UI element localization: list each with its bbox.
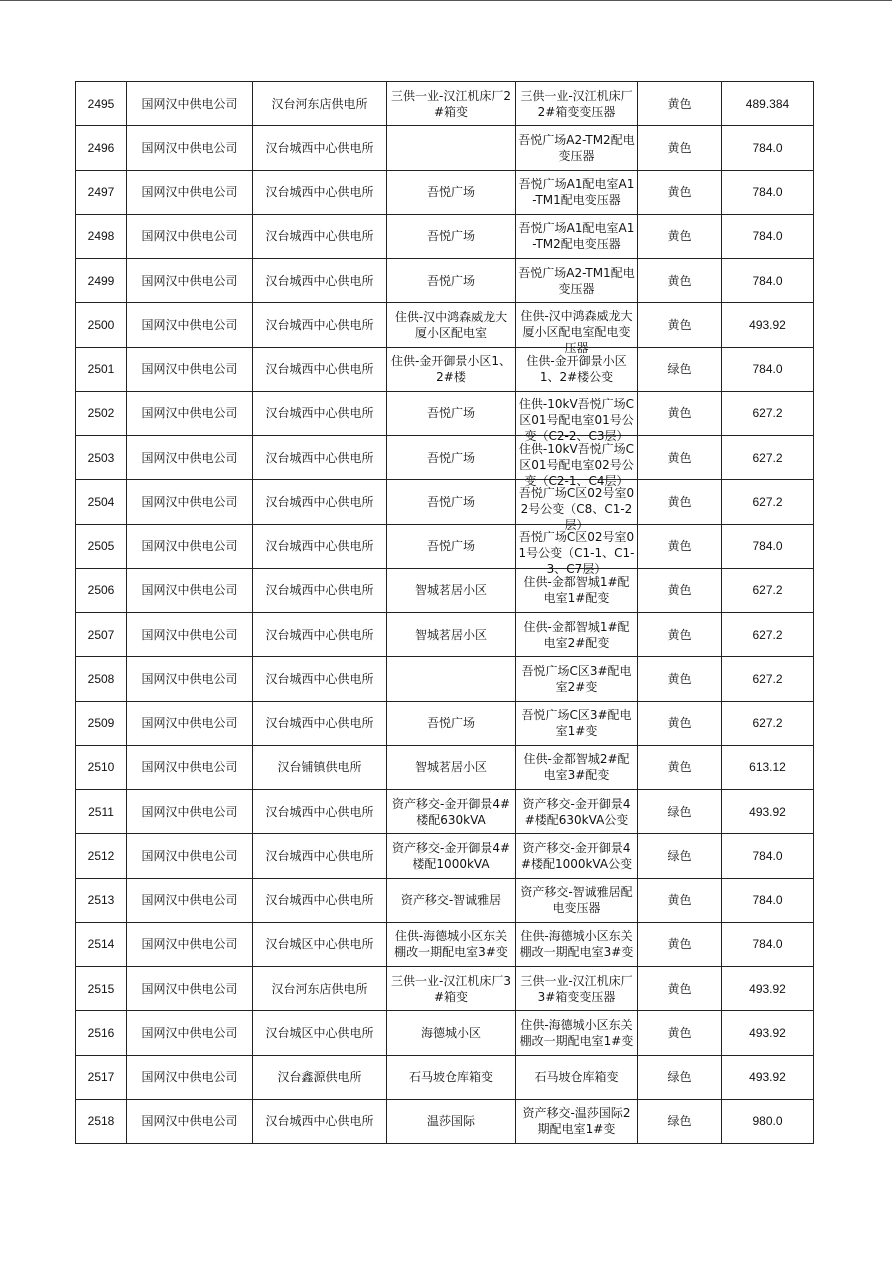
status-color-cell: 黄色 <box>638 1011 722 1055</box>
station-cell: 汉台城西中心供电所 <box>253 657 387 701</box>
transformer-cell-text: 住供-10kV吾悦广场C区01号配电室01号公变（C2-2、C3层） <box>518 397 635 444</box>
transformer-cell-text: 资产移交-金开御景4#楼配1000kVA公变 <box>520 840 633 871</box>
station-cell: 汉台城西中心供电所 <box>253 878 387 922</box>
location-cell-text: 智城茗居小区 <box>414 760 487 775</box>
station-cell: 汉台铺镇供电所 <box>253 745 387 789</box>
transformer-cell <box>516 657 638 701</box>
status-color-cell: 黄色 <box>638 126 722 170</box>
status-color-cell: 黄色 <box>638 391 722 435</box>
location-cell-text: 资产移交-金开御景4#楼配630kVA <box>391 796 511 827</box>
location-cell-text: 吾悦广场 <box>426 494 475 509</box>
value-cell: 493.92 <box>722 790 814 834</box>
row-number-cell: 2503 <box>76 436 127 480</box>
transformer-cell <box>516 391 638 444</box>
station-cell: 汉台河东店供电所 <box>253 967 387 1011</box>
table-row <box>76 170 814 214</box>
page-top-rule <box>0 0 892 1</box>
value-cell: 627.2 <box>722 613 814 657</box>
transformer-cell-text: 吾悦广场C区02号室02号公变（C8、C1-2层） <box>518 485 635 532</box>
location-cell-text: 智城茗居小区 <box>414 583 487 598</box>
row-number-cell: 2500 <box>76 303 127 347</box>
company-cell: 国网汉中供电公司 <box>127 391 253 435</box>
status-color-cell: 黄色 <box>638 701 722 745</box>
value-cell: 784.0 <box>722 170 814 214</box>
transformer-cell-text: 资产移交-智诚雅居配电变压器 <box>520 885 633 916</box>
row-number-cell: 2513 <box>76 878 127 922</box>
location-cell-text: 吾悦广场 <box>426 539 475 554</box>
status-color-cell: 绿色 <box>638 1099 722 1143</box>
company-cell: 国网汉中供电公司 <box>127 967 253 1011</box>
value-cell: 627.2 <box>722 480 814 524</box>
table-row <box>76 613 814 657</box>
value-cell: 784.0 <box>722 259 814 303</box>
value-cell: 489.384 <box>722 82 814 126</box>
transformer-cell <box>516 480 638 532</box>
row-number-cell: 2504 <box>76 480 127 524</box>
location-cell-text: 温莎国际 <box>426 1114 475 1129</box>
status-color-cell: 黄色 <box>638 170 722 214</box>
status-color-cell: 黄色 <box>638 259 722 303</box>
location-cell <box>387 1055 516 1099</box>
table-row <box>76 347 814 391</box>
transformer-cell <box>516 834 638 878</box>
transformer-cell <box>516 568 638 612</box>
value-cell: 784.0 <box>722 834 814 878</box>
company-cell: 国网汉中供电公司 <box>127 347 253 391</box>
location-cell <box>387 790 516 834</box>
status-color-cell: 黄色 <box>638 214 722 258</box>
row-number-cell: 2518 <box>76 1099 127 1143</box>
table-row <box>76 878 814 922</box>
transformer-cell-text: 三供一业-汉江机床厂3#箱变变压器 <box>520 973 633 1004</box>
transformer-cell-text: 住供-10kV吾悦广场C区01号配电室02号公变（C2-1、C4层） <box>518 441 635 488</box>
table-row <box>76 834 814 878</box>
value-cell: 493.92 <box>722 303 814 347</box>
status-color-cell: 绿色 <box>638 347 722 391</box>
company-cell: 国网汉中供电公司 <box>127 657 253 701</box>
transformer-cell <box>516 967 638 1011</box>
location-cell <box>387 347 516 391</box>
location-cell-text: 住供-海德城小区东关棚改一期配电室3#变 <box>394 929 508 960</box>
transformer-cell-text: 三供一业-汉江机床厂2#箱变变压器 <box>520 88 633 119</box>
location-cell-text: 石马坡仓库箱变 <box>408 1070 493 1085</box>
transformer-cell-text: 住供-金都智城1#配电室2#配变 <box>523 619 630 650</box>
company-cell: 国网汉中供电公司 <box>127 1055 253 1099</box>
location-cell <box>387 259 516 303</box>
row-number-cell: 2512 <box>76 834 127 878</box>
transformer-cell-text: 住供-金都智城1#配电室1#配变 <box>523 575 630 606</box>
station-cell: 汉台城西中心供电所 <box>253 214 387 258</box>
transformer-cell-text: 住供-金都智城2#配电室3#配变 <box>523 752 630 783</box>
table-row <box>76 1055 814 1099</box>
transformer-cell <box>516 303 638 355</box>
status-color-cell: 黄色 <box>638 480 722 524</box>
table-row <box>76 1099 814 1143</box>
location-cell-text: 智城茗居小区 <box>414 627 487 642</box>
row-number-cell: 2497 <box>76 170 127 214</box>
location-cell <box>387 922 516 966</box>
station-cell: 汉台城区中心供电所 <box>253 922 387 966</box>
station-cell: 汉台城西中心供电所 <box>253 303 387 347</box>
table-row <box>76 701 814 745</box>
table-body <box>76 82 814 1144</box>
location-cell <box>387 170 516 214</box>
company-cell: 国网汉中供电公司 <box>127 1011 253 1055</box>
status-color-cell: 黄色 <box>638 613 722 657</box>
value-cell: 784.0 <box>722 922 814 966</box>
location-cell <box>387 126 516 170</box>
company-cell: 国网汉中供电公司 <box>127 834 253 878</box>
location-cell <box>387 745 516 789</box>
row-number-cell: 2507 <box>76 613 127 657</box>
row-number-cell: 2499 <box>76 259 127 303</box>
location-cell <box>387 967 516 1011</box>
location-cell-text: 吾悦广场 <box>426 229 475 244</box>
station-cell: 汉台城西中心供电所 <box>253 790 387 834</box>
station-cell: 汉台城西中心供电所 <box>253 170 387 214</box>
location-cell-text: 吾悦广场 <box>426 273 475 288</box>
row-number-cell: 2495 <box>76 82 127 126</box>
value-cell: 980.0 <box>722 1099 814 1143</box>
location-cell-text: 吾悦广场 <box>426 406 475 421</box>
station-cell: 汉台鑫源供电所 <box>253 1055 387 1099</box>
company-cell: 国网汉中供电公司 <box>127 303 253 347</box>
status-color-cell: 黄色 <box>638 967 722 1011</box>
table-row <box>76 126 814 170</box>
station-cell: 汉台城西中心供电所 <box>253 524 387 568</box>
station-cell: 汉台城西中心供电所 <box>253 126 387 170</box>
value-cell: 784.0 <box>722 214 814 258</box>
transformer-cell <box>516 701 638 745</box>
station-cell: 汉台城西中心供电所 <box>253 347 387 391</box>
location-cell-text: 吾悦广场 <box>426 450 475 465</box>
status-color-cell: 绿色 <box>638 790 722 834</box>
transformer-cell <box>516 1099 638 1143</box>
status-color-cell: 黄色 <box>638 922 722 966</box>
table-row <box>76 1011 814 1055</box>
company-cell: 国网汉中供电公司 <box>127 1099 253 1143</box>
row-number-cell: 2501 <box>76 347 127 391</box>
row-number-cell: 2498 <box>76 214 127 258</box>
station-cell: 汉台城区中心供电所 <box>253 1011 387 1055</box>
status-color-cell: 黄色 <box>638 745 722 789</box>
location-cell <box>387 524 516 568</box>
transformer-cell-text: 吾悦广场A2-TM2配电变压器 <box>518 132 635 163</box>
value-cell: 613.12 <box>722 745 814 789</box>
location-cell <box>387 657 516 701</box>
table-row <box>76 568 814 612</box>
station-cell: 汉台城西中心供电所 <box>253 568 387 612</box>
row-number-cell: 2516 <box>76 1011 127 1055</box>
location-cell <box>387 878 516 922</box>
station-cell: 汉台城西中心供电所 <box>253 834 387 878</box>
location-cell <box>387 82 516 126</box>
transformer-cell <box>516 745 638 789</box>
transformer-cell <box>516 922 638 966</box>
transformer-cell-text: 吾悦广场C区3#配电室2#变 <box>521 663 632 694</box>
transformer-cell-text: 资产移交-金开御景4#楼配630kVA公变 <box>522 796 631 827</box>
value-cell: 784.0 <box>722 347 814 391</box>
location-cell <box>387 436 516 480</box>
row-number-cell: 2509 <box>76 701 127 745</box>
row-number-cell: 2506 <box>76 568 127 612</box>
transformer-cell-text: 吾悦广场C区02号室01号公变（C1-1、C1-3、C7层） <box>518 530 635 577</box>
company-cell: 国网汉中供电公司 <box>127 126 253 170</box>
value-cell: 493.92 <box>722 1011 814 1055</box>
company-cell: 国网汉中供电公司 <box>127 790 253 834</box>
table-row <box>76 745 814 789</box>
company-cell: 国网汉中供电公司 <box>127 170 253 214</box>
row-number-cell: 2514 <box>76 922 127 966</box>
row-number-cell: 2510 <box>76 745 127 789</box>
row-number-cell: 2511 <box>76 790 127 834</box>
table-row <box>76 82 814 126</box>
table-row <box>76 524 814 568</box>
location-cell <box>387 1099 516 1143</box>
company-cell: 国网汉中供电公司 <box>127 922 253 966</box>
transformer-cell <box>516 82 638 126</box>
transformer-cell-text: 吾悦广场A1配电室A1-TM1配电变压器 <box>518 177 635 208</box>
table-row <box>76 790 814 834</box>
status-color-cell: 绿色 <box>638 834 722 878</box>
status-color-cell: 黄色 <box>638 657 722 701</box>
company-cell: 国网汉中供电公司 <box>127 436 253 480</box>
company-cell: 国网汉中供电公司 <box>127 214 253 258</box>
row-number-cell: 2508 <box>76 657 127 701</box>
location-cell <box>387 701 516 745</box>
location-cell <box>387 303 516 347</box>
table-row <box>76 303 814 347</box>
row-number-cell: 2515 <box>76 967 127 1011</box>
transformer-cell <box>516 214 638 258</box>
table-row <box>76 922 814 966</box>
transformer-cell <box>516 790 638 834</box>
company-cell: 国网汉中供电公司 <box>127 701 253 745</box>
table-row <box>76 436 814 480</box>
location-cell-text: 三供一业-汉江机床厂3#箱变 <box>391 973 511 1004</box>
status-color-cell: 黄色 <box>638 524 722 568</box>
row-number-cell: 2496 <box>76 126 127 170</box>
status-color-cell: 黄色 <box>638 303 722 347</box>
row-number-cell: 2517 <box>76 1055 127 1099</box>
transformer-cell <box>516 126 638 170</box>
station-cell: 汉台城西中心供电所 <box>253 1099 387 1143</box>
transformer-cell-text: 住供-海德城小区东关棚改一期配电室3#变 <box>519 929 634 960</box>
location-cell-text: 资产移交-金开御景4#楼配1000kVA <box>391 840 511 871</box>
station-cell: 汉台城西中心供电所 <box>253 259 387 303</box>
location-cell-text: 住供-汉中鸿森威龙大厦小区配电室 <box>394 309 508 340</box>
status-color-cell: 黄色 <box>638 568 722 612</box>
company-cell: 国网汉中供电公司 <box>127 878 253 922</box>
location-cell-text: 资产移交-智诚雅居 <box>400 893 502 908</box>
value-cell: 784.0 <box>722 878 814 922</box>
transformer-cell <box>516 878 638 922</box>
status-color-cell: 黄色 <box>638 878 722 922</box>
table-row <box>76 967 814 1011</box>
station-cell: 汉台城西中心供电所 <box>253 480 387 524</box>
value-cell: 493.92 <box>722 967 814 1011</box>
transformer-cell-text: 住供-汉中鸿森威龙大厦小区配电室配电变压器 <box>520 308 633 355</box>
location-cell-text: 住供-金开御景小区1、2#楼 <box>391 354 511 385</box>
station-cell: 汉台城西中心供电所 <box>253 436 387 480</box>
value-cell: 784.0 <box>722 126 814 170</box>
company-cell: 国网汉中供电公司 <box>127 524 253 568</box>
location-cell <box>387 568 516 612</box>
value-cell: 627.2 <box>722 657 814 701</box>
location-cell <box>387 480 516 524</box>
transformer-cell <box>516 613 638 657</box>
transformer-cell <box>516 347 638 391</box>
transformer-cell <box>516 170 638 214</box>
value-cell: 784.0 <box>722 524 814 568</box>
station-cell: 汉台河东店供电所 <box>253 82 387 126</box>
location-cell <box>387 613 516 657</box>
location-cell <box>387 391 516 435</box>
transformer-cell <box>516 436 638 488</box>
transformer-table <box>75 81 814 1144</box>
table-row <box>76 214 814 258</box>
row-number-cell: 2505 <box>76 524 127 568</box>
row-number-cell: 2502 <box>76 391 127 435</box>
station-cell: 汉台城西中心供电所 <box>253 391 387 435</box>
value-cell: 627.2 <box>722 436 814 480</box>
location-cell-text: 吾悦广场 <box>426 185 475 200</box>
value-cell: 627.2 <box>722 391 814 435</box>
company-cell: 国网汉中供电公司 <box>127 568 253 612</box>
value-cell: 627.2 <box>722 568 814 612</box>
company-cell: 国网汉中供电公司 <box>127 259 253 303</box>
status-color-cell: 绿色 <box>638 1055 722 1099</box>
table-row <box>76 657 814 701</box>
table-row <box>76 259 814 303</box>
transformer-cell-text: 住供-金开御景小区1、2#楼公变 <box>526 354 627 385</box>
transformer-cell-text: 吾悦广场C区3#配电室1#变 <box>521 708 632 739</box>
transformer-cell <box>516 1011 638 1055</box>
location-cell-text: 吾悦广场 <box>426 716 475 731</box>
location-cell <box>387 214 516 258</box>
status-color-cell: 黄色 <box>638 436 722 480</box>
transformer-cell-text: 石马坡仓库箱变 <box>534 1070 619 1085</box>
location-cell-text: 三供一业-汉江机床厂2#箱变 <box>391 88 511 119</box>
company-cell: 国网汉中供电公司 <box>127 613 253 657</box>
station-cell: 汉台城西中心供电所 <box>253 613 387 657</box>
table-row <box>76 391 814 435</box>
transformer-cell <box>516 1055 638 1099</box>
table-row <box>76 480 814 524</box>
transformer-cell-text: 吾悦广场A2-TM1配电变压器 <box>518 265 635 296</box>
company-cell: 国网汉中供电公司 <box>127 745 253 789</box>
status-color-cell: 黄色 <box>638 82 722 126</box>
value-cell: 627.2 <box>722 701 814 745</box>
station-cell: 汉台城西中心供电所 <box>253 701 387 745</box>
company-cell: 国网汉中供电公司 <box>127 480 253 524</box>
location-cell <box>387 1011 516 1055</box>
value-cell: 493.92 <box>722 1055 814 1099</box>
transformer-cell-text: 资产移交-温莎国际2期配电室1#变 <box>522 1106 631 1137</box>
transformer-cell-text: 吾悦广场A1配电室A1-TM2配电变压器 <box>518 221 635 252</box>
transformer-cell-text: 住供-海德城小区东关棚改一期配电室1#变 <box>519 1017 634 1048</box>
transformer-cell <box>516 524 638 577</box>
location-cell <box>387 834 516 878</box>
location-cell-text: 海德城小区 <box>420 1025 481 1040</box>
transformer-cell <box>516 259 638 303</box>
company-cell: 国网汉中供电公司 <box>127 82 253 126</box>
